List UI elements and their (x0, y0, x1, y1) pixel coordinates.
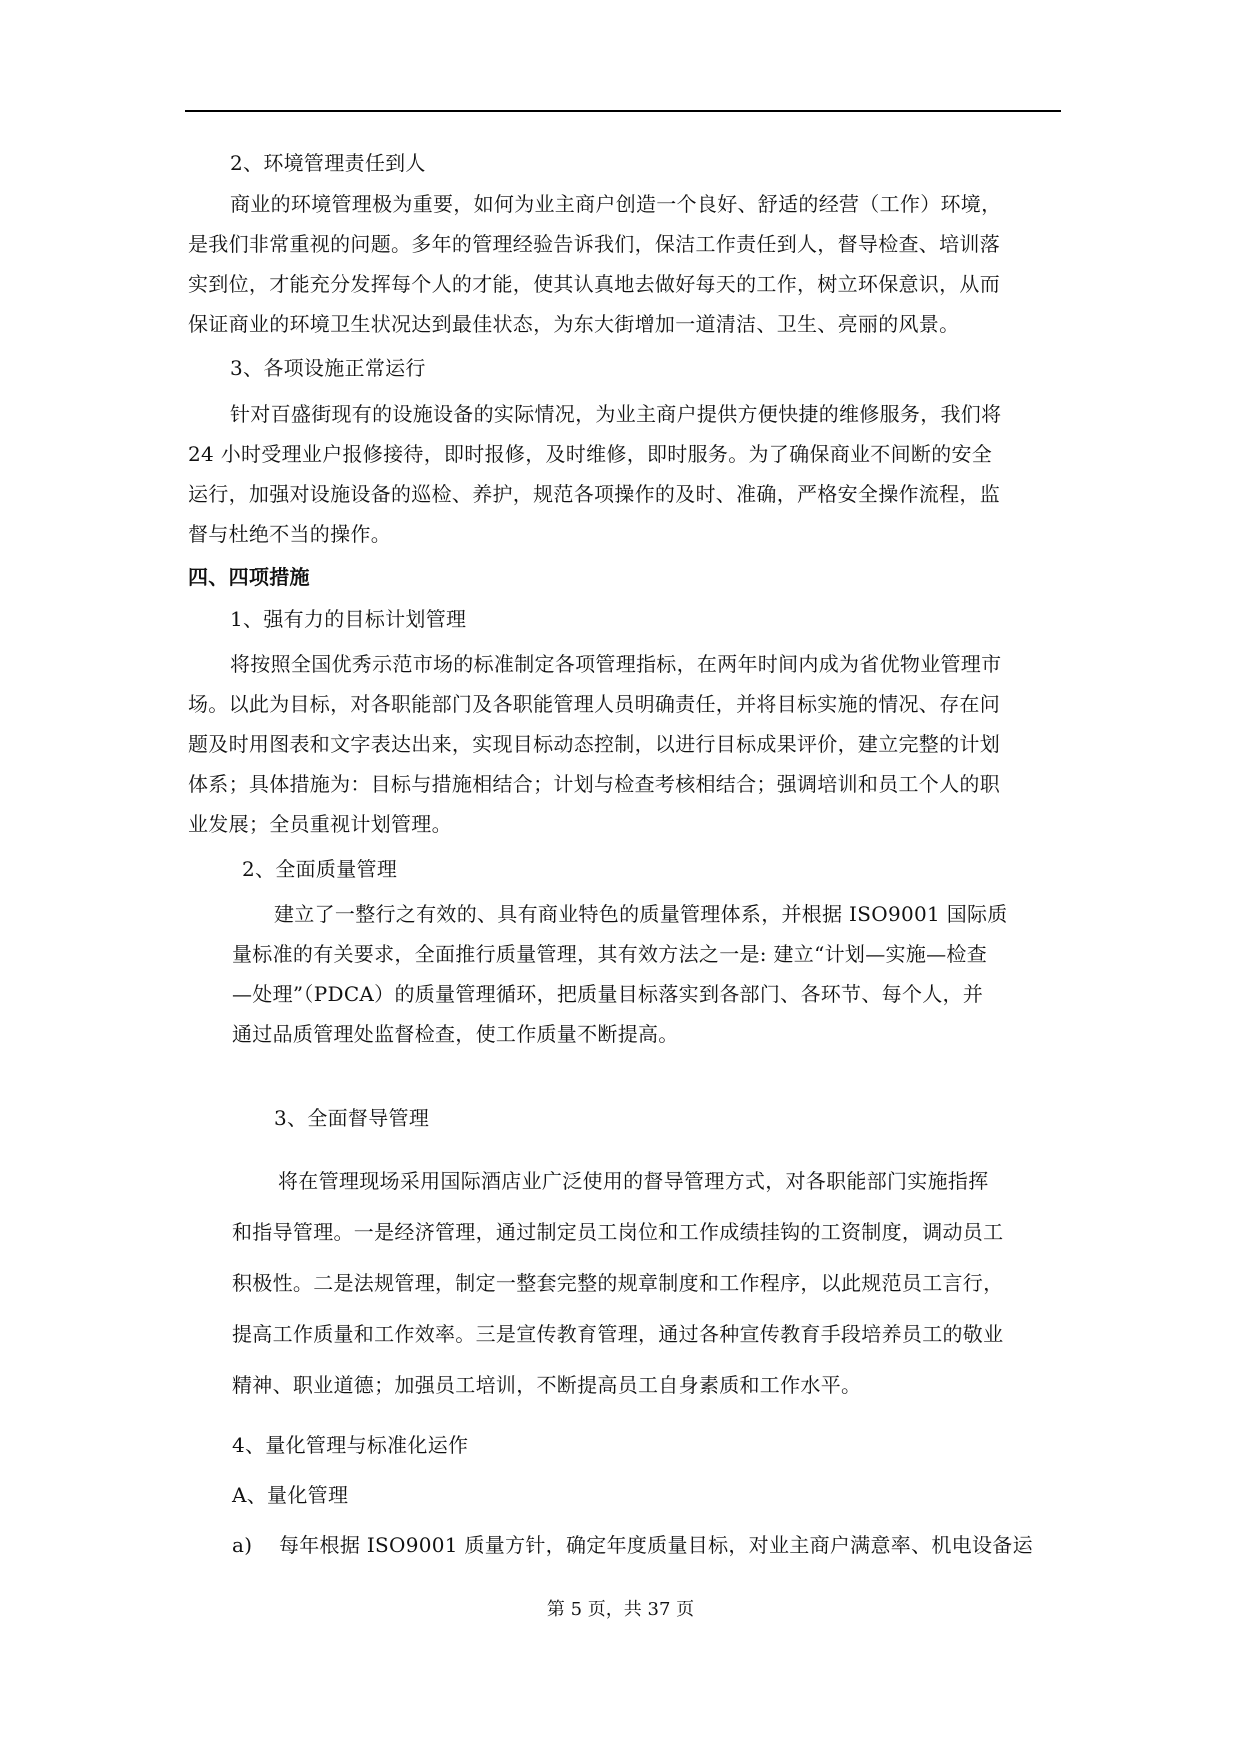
header-rule (185, 110, 1061, 112)
list-item: a) 每年根据 ISO9001 质量方针，确定年度质量目标，对业主商户满意率、机电设备运 (232, 1533, 1033, 1557)
paragraph-line: 体系；具体措施为：目标与措施相结合；计划与检查考核相结合；强调培训和员工个人的职 (188, 772, 1000, 796)
section-heading: 3、各项设施正常运行 (230, 356, 426, 380)
chapter-heading: 四、四项措施 (188, 565, 310, 589)
subsection-heading: A、量化管理 (232, 1483, 349, 1507)
paragraph-line: 通过品质管理处监督检查，使工作质量不断提高。 (232, 1022, 679, 1046)
section-heading: 3、全面督导管理 (274, 1106, 430, 1130)
paragraph-line: 是我们非常重视的问题。多年的管理经验告诉我们，保洁工作责任到人，督导检查、培训落 (188, 232, 1000, 256)
paragraph-line: 量标准的有关要求，全面推行质量管理，其有效方法之一是: 建立“计划—实施—检查 (232, 942, 988, 966)
paragraph-line: 保证商业的环境卫生状况达到最佳状态，为东大街增加一道清洁、卫生、亮丽的风景。 (188, 312, 960, 336)
section-heading: 4、量化管理与标准化运作 (232, 1433, 469, 1457)
paragraph-line: 积极性。二是法规管理，制定一整套完整的规章制度和工作程序，以此规范员工言行， (232, 1271, 1004, 1295)
paragraph-line: —处理”（PDCA）的质量管理循环，把质量目标落实到各部门、各环节、每个人，并 (232, 982, 984, 1006)
section-heading: 2、环境管理责任到人 (230, 151, 426, 175)
paragraph-line: 场。以此为目标，对各职能部门及各职能管理人员明确责任，并将目标实施的情况、存在问 (188, 692, 1000, 716)
paragraph-line: 将按照全国优秀示范市场的标准制定各项管理指标，在两年时间内成为省优物业管理市 (230, 652, 1002, 676)
paragraph-line: 实到位，才能充分发挥每个人的才能，使其认真地去做好每天的工作，树立环保意识，从而 (188, 272, 1000, 296)
page-footer: 第 5 页，共 37 页 (546, 1599, 695, 1620)
paragraph-line: 商业的环境管理极为重要，如何为业主商户创造一个良好、舒适的经营（工作）环境， (230, 192, 1002, 216)
paragraph-line: 建立了一整行之有效的、具有商业特色的质量管理体系，并根据 ISO9001 国际质 (274, 902, 1008, 926)
paragraph-line: 题及时用图表和文字表达出来，实现目标动态控制，以进行目标成果评价，建立完整的计划 (188, 732, 1000, 756)
paragraph-line: 运行，加强对设施设备的巡检、养护，规范各项操作的及时、准确，严格安全操作流程，监 (188, 482, 1000, 506)
section-heading: 1、强有力的目标计划管理 (230, 607, 467, 631)
paragraph-line: 和指导管理。一是经济管理，通过制定员工岗位和工作成绩挂钩的工资制度，调动员工 (232, 1220, 1004, 1244)
paragraph-line: 业发展；全员重视计划管理。 (188, 812, 452, 836)
section-heading: 2、全面质量管理 (242, 857, 398, 881)
paragraph-line: 提高工作质量和工作效率。三是宣传教育管理，通过各种宣传教育手段培养员工的敬业 (232, 1322, 1004, 1346)
paragraph-line: 将在管理现场采用国际酒店业广泛使用的督导管理方式，对各职能部门实施指挥 (278, 1169, 989, 1193)
paragraph-line: 督与杜绝不当的操作。 (188, 522, 391, 546)
paragraph-line: 精神、职业道德；加强员工培训，不断提高员工自身素质和工作水平。 (232, 1373, 862, 1397)
paragraph-line: 针对百盛街现有的设施设备的实际情况，为业主商户提供方便快捷的维修服务，我们将 (230, 402, 1002, 426)
paragraph-line: 24 小时受理业户报修接待，即时报修，及时维修，即时服务。为了确保商业不间断的安全 (188, 442, 993, 466)
